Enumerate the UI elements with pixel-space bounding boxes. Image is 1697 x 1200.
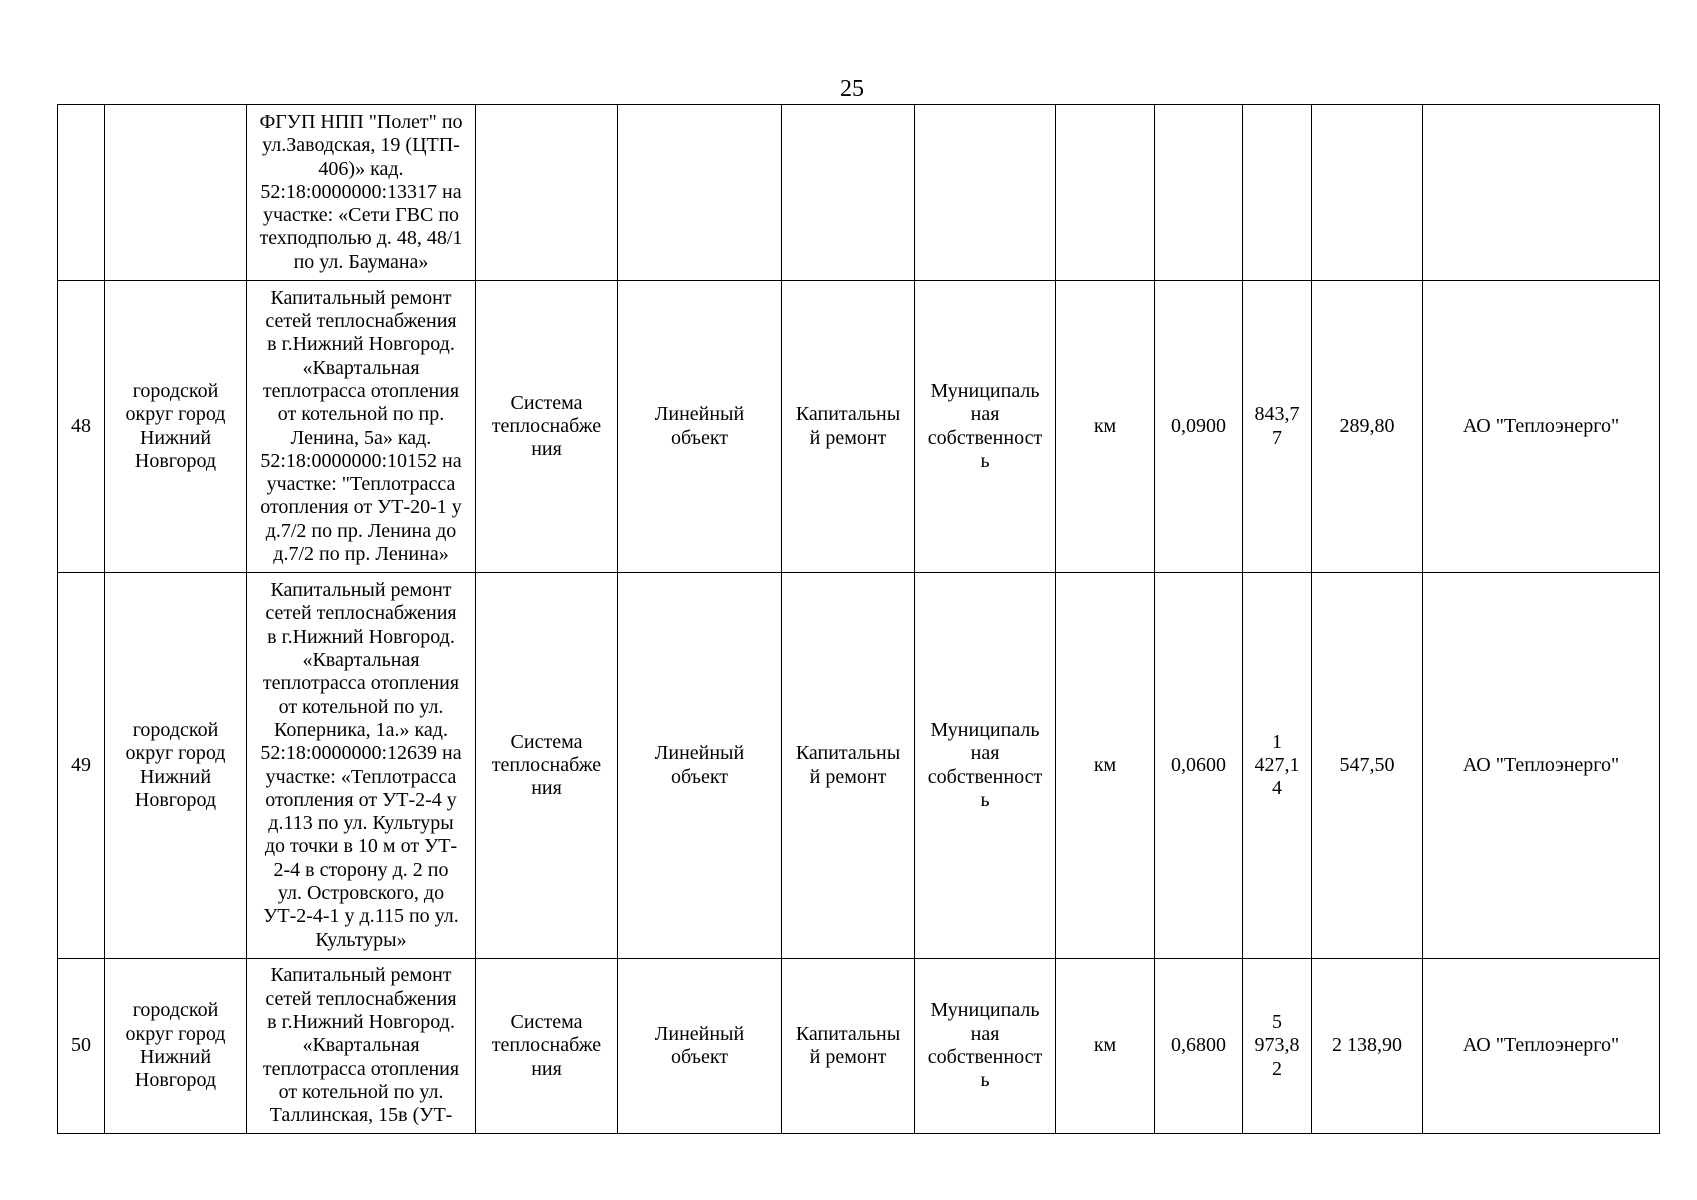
table-row [58,959,1660,1134]
cell-value-2: 2 138,90 [1312,959,1423,1134]
cell-municipality [105,105,247,281]
cell-ownership: Муниципаль ная собственност ь [915,281,1056,573]
cell-quantity: 0,0900 [1155,281,1243,573]
cell-quantity [1155,105,1243,281]
cell-organization: АО "Теплоэнерго" [1423,959,1660,1134]
cell-municipality: городской округ город Нижний Новгород [105,281,247,573]
cell-organization [1423,105,1660,281]
table-row [58,281,1660,573]
cell-number: 48 [58,281,105,573]
cell-value-1: 5 973,8 2 [1243,959,1312,1134]
cell-object: Капитальный ремонт сетей теплоснабжения в г.Нижний Новгород. «Квартальная теплотрасса отопления от котельной по пр. Ленина, 5а» кад. 52:18:0000000:10152 на участке: "Теплотрасса отопления от УТ-20-1 у д.7/2 по пр. Ленина до д.7/2 по пр. Ленина» [247,281,476,573]
cell-object-type: Линейный объект [618,573,782,959]
cell-organization: АО "Теплоэнерго" [1423,573,1660,959]
cell-work-type: Капитальны й ремонт [782,573,915,959]
cell-value-1 [1243,105,1312,281]
cell-system: Система теплоснабже ния [476,281,618,573]
cell-system: Система теплоснабже ния [476,959,618,1134]
cell-number: 49 [58,573,105,959]
table-row [58,573,1660,959]
cell-value-2: 547,50 [1312,573,1423,959]
cell-object: ФГУП НПП "Полет" по ул.Заводская, 19 (ЦТП- 406)» кад. 52:18:0000000:13317 на участке: «Сети ГВС по техподполью д. 48, 48/1 по ул. Баумана» [247,105,476,281]
cell-system: Система теплоснабже ния [476,573,618,959]
cell-object-type: Линейный объект [618,959,782,1134]
cell-number: 50 [58,959,105,1134]
cell-ownership: Муниципаль ная собственност ь [915,959,1056,1134]
cell-object-type [618,105,782,281]
cell-value-2 [1312,105,1423,281]
cell-number [58,105,105,281]
cell-work-type: Капитальны й ремонт [782,281,915,573]
cell-work-type [782,105,915,281]
cell-municipality: городской округ город Нижний Новгород [105,959,247,1134]
cell-ownership: Муниципаль ная собственност ь [915,573,1056,959]
cell-object: Капитальный ремонт сетей теплоснабжения в г.Нижний Новгород. «Квартальная теплотрасса отопления от котельной по ул. Коперника, 1а.» кад. 52:18:0000000:12639 на участке: «Теплотрасса отопления от УТ-2-4 у д.113 по ул. Культуры до точки в 10 м от УТ- 2-4 в сторону д. 2 по ул. Островского, до УТ-2-4-1 у д.115 по ул. Культуры» [247,573,476,959]
cell-system [476,105,618,281]
cell-quantity: 0,0600 [1155,573,1243,959]
cell-unit: км [1056,281,1155,573]
table-row [58,105,1660,281]
objects-table [57,104,1660,1134]
cell-organization: АО "Теплоэнерго" [1423,281,1660,573]
cell-unit: км [1056,573,1155,959]
cell-unit [1056,105,1155,281]
cell-object: Капитальный ремонт сетей теплоснабжения в г.Нижний Новгород. «Квартальная теплотрасса отопления от котельной по ул. Таллинская, 15в (УТ- [247,959,476,1134]
cell-object-type: Линейный объект [618,281,782,573]
cell-value-1: 843,7 7 [1243,281,1312,573]
cell-quantity: 0,6800 [1155,959,1243,1134]
cell-value-1: 1 427,1 4 [1243,573,1312,959]
cell-value-2: 289,80 [1312,281,1423,573]
cell-unit: км [1056,959,1155,1134]
cell-municipality: городской округ город Нижний Новгород [105,573,247,959]
cell-work-type: Капитальны й ремонт [782,959,915,1134]
cell-ownership [915,105,1056,281]
page-number: 25 [840,76,864,102]
